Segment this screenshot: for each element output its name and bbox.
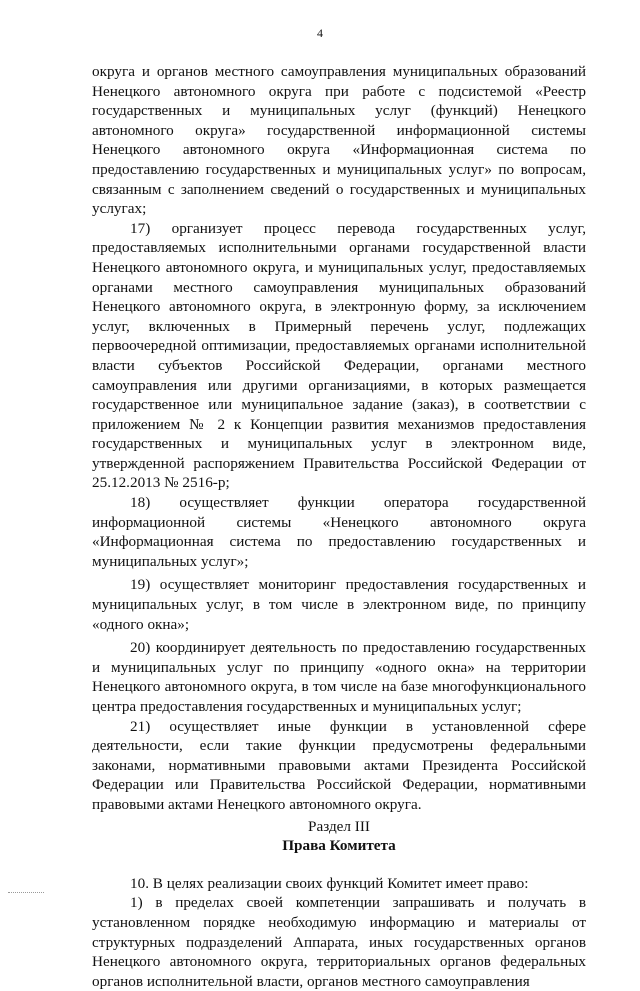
page-number: 4 — [317, 26, 323, 40]
paragraph-right-1: 1) в пределах своей компетенции запрашивать и получать в установленном порядке необходимую информацию и материалы от структурных подразделений Аппарата, иных государственных органов Ненецкого автономного округа, территориальных органов федеральных органов исполнительной власти, органов местного самоуправления — [92, 894, 586, 990]
paragraph-clause-10: 10. В целях реализации своих функций Комитет имеет право: — [130, 874, 529, 892]
paragraph-item-20: 20) координирует деятельность по предоставлению государственных и муниципальных услуг по принципу «одного окна» на территории Ненецкого автономного округа, в том числе на базе многофункционального центра предоставления государственных и муниципальных услуг; — [92, 639, 586, 715]
paragraph-item-21: 21) осуществляет иные функции в установленной сфере деятельности, если такие функции предусмотрены федеральными законами, нормативными правовыми актами Президента Российской Федерации или Правительства Российской Федерации, нормативными правовыми актами Ненецкого автономного округа. — [92, 717, 586, 813]
section-title: Раздел III — [308, 817, 370, 835]
document-body — [92, 62, 586, 991]
paragraph-item-19: 19) осуществляет мониторинг предоставления государственных и муниципальных услуг, в том числе в электронном виде, по принципу «одного окна»; — [92, 576, 586, 633]
scan-edge-mark — [8, 888, 44, 893]
paragraph-continuation: округа и органов местного самоуправления муниципальных образований Ненецкого автономного округа при работе с подсистемой «Реестр государственных и муниципальных услуг (функций) Ненецкого автономного округа» государственной информационной системы Ненецкого автономного округа «Информационная система по предоставлению государственных и муниципальных услуг» по вопросам, связанным с заполнением сведений о государственных и муниципальных услугах; — [92, 63, 586, 218]
paragraph-item-17: 17) организует процесс перевода государственных услуг, предоставляемых исполнительными органами государственной власти Ненецкого автономного округа, и муниципальных услуг, предоставляемых органами местного самоуправления муниципальных образований Ненецкого автономного округа, в электронную форму, за исключением услуг, включенных в Примерный перечень услуг, подлежащих первоочередной оптимизации, предоставляемых органами исполнительной власти субъектов Российской Федерации, органами местного самоуправления или другими организациями, в которых размещается государственное или муниципальное задание (заказ), в соответствии с приложением № 2 к Концепции развития механизмов предоставления государственных и муниципальных услуг в электронном виде, утвержденной распоряжением Правительства Российской Федерации от 25.12.2013 № 2516-р; — [92, 219, 586, 492]
section-heading: Права Комитета — [282, 837, 396, 855]
paragraph-item-18: 18) осуществляет функции оператора государственной информационной системы «Ненецкого автономного округа «Информационная система по предоставлению государственных и муниципальных услуг»; — [92, 494, 586, 570]
